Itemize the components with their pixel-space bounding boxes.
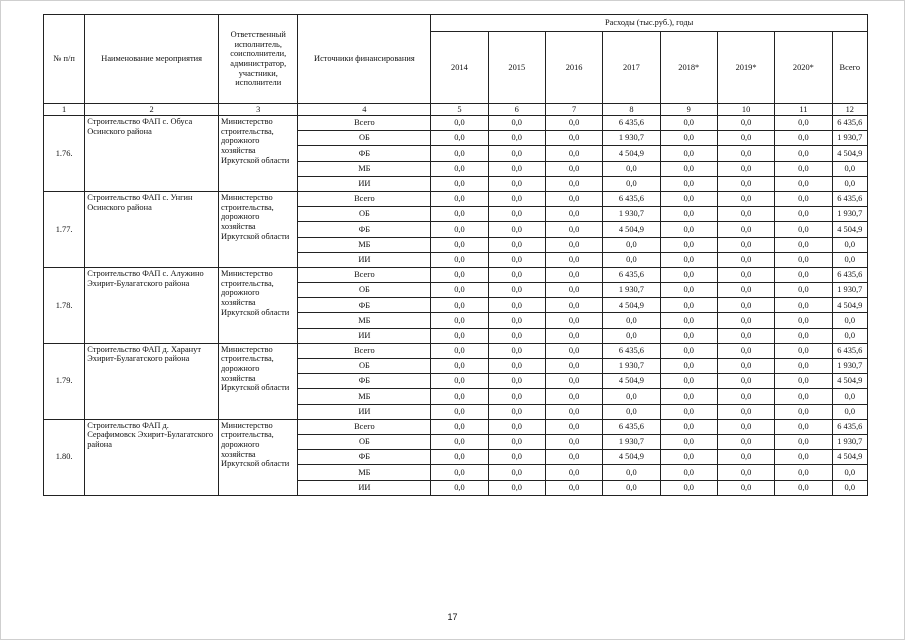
column-number: 9 <box>660 104 717 116</box>
year-value: 0,0 <box>545 343 602 358</box>
header-source: Источники финансирования <box>298 15 431 104</box>
year-value: 6 435,6 <box>603 191 660 206</box>
year-value: 0,0 <box>431 434 488 449</box>
column-number: 10 <box>717 104 774 116</box>
funding-source: ОБ <box>298 283 431 298</box>
year-value: 0,0 <box>431 298 488 313</box>
column-number: 4 <box>298 104 431 116</box>
year-value: 0,0 <box>775 374 832 389</box>
year-value: 0,0 <box>660 328 717 343</box>
year-value: 0,0 <box>717 465 774 480</box>
year-value: 0,0 <box>660 404 717 419</box>
year-value: 0,0 <box>603 252 660 267</box>
year-value: 0,0 <box>431 237 488 252</box>
year-value: 0,0 <box>545 313 602 328</box>
table-row <box>44 191 868 206</box>
year-value: 4 504,9 <box>603 222 660 237</box>
total-value: 1 930,7 <box>832 434 867 449</box>
year-value: 0,0 <box>431 450 488 465</box>
year-value: 0,0 <box>431 419 488 434</box>
year-value: 0,0 <box>488 131 545 146</box>
table-row <box>44 116 868 131</box>
year-value: 0,0 <box>488 389 545 404</box>
total-value: 6 435,6 <box>832 116 867 131</box>
year-value: 6 435,6 <box>603 343 660 358</box>
total-value: 0,0 <box>832 252 867 267</box>
year-value: 0,0 <box>431 252 488 267</box>
funding-source: ФБ <box>298 222 431 237</box>
year-value: 6 435,6 <box>603 267 660 282</box>
year-value: 0,0 <box>488 191 545 206</box>
total-value: 0,0 <box>832 313 867 328</box>
year-value: 0,0 <box>603 313 660 328</box>
responsible-executor: Министерство строительства, дорожного хозяйства Иркутской области <box>219 191 298 267</box>
year-value: 0,0 <box>717 328 774 343</box>
year-value: 0,0 <box>488 207 545 222</box>
year-value: 0,0 <box>775 146 832 161</box>
year-value: 0,0 <box>717 222 774 237</box>
year-value: 0,0 <box>545 298 602 313</box>
funding-source: ОБ <box>298 131 431 146</box>
year-value: 0,0 <box>660 465 717 480</box>
year-value: 0,0 <box>717 283 774 298</box>
funding-source: ИИ <box>298 404 431 419</box>
activity-name: Строительство ФАП с. Обуса Осинского района <box>85 116 219 192</box>
year-value: 0,0 <box>660 450 717 465</box>
year-value: 0,0 <box>717 116 774 131</box>
total-value: 1 930,7 <box>832 131 867 146</box>
year-value: 0,0 <box>717 343 774 358</box>
year-value: 0,0 <box>660 389 717 404</box>
year-value: 0,0 <box>545 161 602 176</box>
header-total: Всего <box>832 32 867 104</box>
funding-source: Всего <box>298 343 431 358</box>
year-value: 0,0 <box>775 116 832 131</box>
total-value: 1 930,7 <box>832 283 867 298</box>
activity-name: Строительство ФАП с. Алужино Эхирит-Булагатского района <box>85 267 219 343</box>
total-value: 6 435,6 <box>832 191 867 206</box>
column-number: 6 <box>488 104 545 116</box>
column-number: 11 <box>775 104 832 116</box>
year-value: 0,0 <box>775 207 832 222</box>
year-value: 0,0 <box>603 465 660 480</box>
year-value: 0,0 <box>717 131 774 146</box>
year-value: 0,0 <box>775 465 832 480</box>
year-value: 0,0 <box>488 359 545 374</box>
year-value: 0,0 <box>488 161 545 176</box>
row-number: 1.80. <box>44 419 85 495</box>
table-row <box>44 343 868 358</box>
year-value: 0,0 <box>545 480 602 495</box>
year-value: 0,0 <box>775 267 832 282</box>
header-year: 2019* <box>717 32 774 104</box>
year-value: 0,0 <box>717 374 774 389</box>
funding-source: ОБ <box>298 434 431 449</box>
total-value: 4 504,9 <box>832 298 867 313</box>
year-value: 0,0 <box>717 191 774 206</box>
total-value: 1 930,7 <box>832 207 867 222</box>
year-value: 0,0 <box>775 419 832 434</box>
header-year: 2015 <box>488 32 545 104</box>
year-value: 0,0 <box>660 298 717 313</box>
year-value: 0,0 <box>431 176 488 191</box>
funding-source: Всего <box>298 116 431 131</box>
year-value: 0,0 <box>717 419 774 434</box>
year-value: 0,0 <box>603 480 660 495</box>
total-value: 4 504,9 <box>832 222 867 237</box>
year-value: 0,0 <box>717 480 774 495</box>
year-value: 0,0 <box>717 237 774 252</box>
year-value: 0,0 <box>660 343 717 358</box>
year-value: 0,0 <box>775 480 832 495</box>
year-value: 0,0 <box>603 237 660 252</box>
year-value: 0,0 <box>717 298 774 313</box>
year-value: 0,0 <box>775 328 832 343</box>
header-year: 2016 <box>545 32 602 104</box>
column-number: 7 <box>545 104 602 116</box>
column-number: 2 <box>85 104 219 116</box>
year-value: 0,0 <box>775 404 832 419</box>
funding-source: МБ <box>298 389 431 404</box>
year-value: 0,0 <box>488 480 545 495</box>
table-body <box>44 116 868 496</box>
year-value: 0,0 <box>545 434 602 449</box>
year-value: 0,0 <box>545 146 602 161</box>
year-value: 0,0 <box>660 434 717 449</box>
year-value: 0,0 <box>431 191 488 206</box>
year-value: 0,0 <box>488 374 545 389</box>
year-value: 0,0 <box>717 161 774 176</box>
year-value: 0,0 <box>775 252 832 267</box>
year-value: 0,0 <box>660 237 717 252</box>
year-value: 0,0 <box>775 161 832 176</box>
responsible-executor: Министерство строительства, дорожного хозяйства Иркутской области <box>219 419 298 495</box>
year-value: 0,0 <box>660 131 717 146</box>
year-value: 0,0 <box>431 207 488 222</box>
header-year: 2020* <box>775 32 832 104</box>
year-value: 0,0 <box>431 222 488 237</box>
year-value: 0,0 <box>660 176 717 191</box>
header-responsible: Ответственный исполнитель, соисполнители, администратор, участники, исполнители <box>219 15 298 104</box>
responsible-executor: Министерство строительства, дорожного хозяйства Иркутской области <box>219 267 298 343</box>
year-value: 0,0 <box>775 298 832 313</box>
header-year: 2017 <box>603 32 660 104</box>
year-value: 0,0 <box>488 116 545 131</box>
funding-source: Всего <box>298 267 431 282</box>
header-num: № п/п <box>44 15 85 104</box>
year-value: 1 930,7 <box>603 434 660 449</box>
year-value: 0,0 <box>660 267 717 282</box>
year-value: 0,0 <box>545 404 602 419</box>
total-value: 0,0 <box>832 465 867 480</box>
total-value: 6 435,6 <box>832 267 867 282</box>
year-value: 0,0 <box>488 343 545 358</box>
year-value: 0,0 <box>488 146 545 161</box>
funding-source: ФБ <box>298 298 431 313</box>
year-value: 4 504,9 <box>603 146 660 161</box>
year-value: 0,0 <box>545 116 602 131</box>
activity-name: Строительство ФАП с. Унгин Осинского района <box>85 191 219 267</box>
table-row <box>44 267 868 282</box>
year-value: 1 930,7 <box>603 359 660 374</box>
year-value: 0,0 <box>603 328 660 343</box>
year-value: 0,0 <box>775 313 832 328</box>
year-value: 0,0 <box>603 176 660 191</box>
year-value: 0,0 <box>488 298 545 313</box>
year-value: 0,0 <box>660 313 717 328</box>
year-value: 0,0 <box>488 252 545 267</box>
year-value: 0,0 <box>660 146 717 161</box>
year-value: 0,0 <box>431 313 488 328</box>
funding-source: МБ <box>298 313 431 328</box>
funding-source: ОБ <box>298 207 431 222</box>
column-number: 5 <box>431 104 488 116</box>
year-value: 0,0 <box>775 359 832 374</box>
year-value: 0,0 <box>431 404 488 419</box>
year-value: 0,0 <box>545 267 602 282</box>
year-value: 0,0 <box>775 191 832 206</box>
row-number: 1.77. <box>44 191 85 267</box>
year-value: 0,0 <box>431 389 488 404</box>
total-value: 6 435,6 <box>832 419 867 434</box>
total-value: 0,0 <box>832 404 867 419</box>
year-value: 0,0 <box>775 450 832 465</box>
year-value: 0,0 <box>488 267 545 282</box>
funding-source: МБ <box>298 161 431 176</box>
year-value: 0,0 <box>717 359 774 374</box>
year-value: 0,0 <box>545 207 602 222</box>
year-value: 0,0 <box>660 116 717 131</box>
total-value: 0,0 <box>832 237 867 252</box>
funding-source: ОБ <box>298 359 431 374</box>
year-value: 0,0 <box>488 404 545 419</box>
year-value: 0,0 <box>717 146 774 161</box>
funding-source: ИИ <box>298 252 431 267</box>
year-value: 0,0 <box>431 161 488 176</box>
funding-source: ФБ <box>298 146 431 161</box>
year-value: 0,0 <box>431 131 488 146</box>
year-value: 0,0 <box>775 176 832 191</box>
year-value: 0,0 <box>603 404 660 419</box>
header-expenses: Расходы (тыс.руб.), годы <box>431 15 868 32</box>
year-value: 0,0 <box>775 237 832 252</box>
year-value: 0,0 <box>717 434 774 449</box>
total-value: 1 930,7 <box>832 359 867 374</box>
funding-source: ФБ <box>298 374 431 389</box>
year-value: 0,0 <box>717 450 774 465</box>
total-value: 0,0 <box>832 389 867 404</box>
year-value: 0,0 <box>545 359 602 374</box>
year-value: 0,0 <box>431 343 488 358</box>
year-value: 0,0 <box>603 389 660 404</box>
year-value: 0,0 <box>660 283 717 298</box>
funding-source: Всего <box>298 191 431 206</box>
funding-source: МБ <box>298 237 431 252</box>
year-value: 0,0 <box>488 450 545 465</box>
year-value: 0,0 <box>545 176 602 191</box>
year-value: 0,0 <box>775 343 832 358</box>
year-value: 0,0 <box>660 480 717 495</box>
column-numbers-row <box>44 104 868 116</box>
column-number: 1 <box>44 104 85 116</box>
funding-source: Всего <box>298 419 431 434</box>
year-value: 0,0 <box>660 222 717 237</box>
year-value: 0,0 <box>488 176 545 191</box>
funding-source: ИИ <box>298 176 431 191</box>
year-value: 0,0 <box>488 313 545 328</box>
column-number: 3 <box>219 104 298 116</box>
year-value: 0,0 <box>717 389 774 404</box>
year-value: 0,0 <box>545 191 602 206</box>
year-value: 0,0 <box>488 465 545 480</box>
funding-source: ИИ <box>298 328 431 343</box>
year-value: 0,0 <box>431 480 488 495</box>
year-value: 6 435,6 <box>603 116 660 131</box>
year-value: 1 930,7 <box>603 131 660 146</box>
year-value: 0,0 <box>545 419 602 434</box>
expenses-table <box>43 14 868 496</box>
total-value: 0,0 <box>832 161 867 176</box>
table-row <box>44 419 868 434</box>
year-value: 4 504,9 <box>603 450 660 465</box>
row-number: 1.76. <box>44 116 85 192</box>
total-value: 6 435,6 <box>832 343 867 358</box>
total-value: 4 504,9 <box>832 450 867 465</box>
year-value: 0,0 <box>717 313 774 328</box>
year-value: 0,0 <box>775 434 832 449</box>
year-value: 0,0 <box>488 283 545 298</box>
year-value: 0,0 <box>545 252 602 267</box>
year-value: 0,0 <box>431 374 488 389</box>
year-value: 0,0 <box>431 146 488 161</box>
year-value: 0,0 <box>545 131 602 146</box>
page-number: 17 <box>447 612 458 622</box>
year-value: 0,0 <box>660 207 717 222</box>
year-value: 0,0 <box>717 404 774 419</box>
year-value: 0,0 <box>488 434 545 449</box>
responsible-executor: Министерство строительства, дорожного хозяйства Иркутской области <box>219 343 298 419</box>
year-value: 0,0 <box>488 328 545 343</box>
activity-name: Строительство ФАП д. Серафимовск Эхирит-Булагатского района <box>85 419 219 495</box>
year-value: 1 930,7 <box>603 283 660 298</box>
year-value: 0,0 <box>660 359 717 374</box>
year-value: 0,0 <box>660 419 717 434</box>
activity-name: Строительство ФАП д. Харанут Эхирит-Булагатского района <box>85 343 219 419</box>
year-value: 0,0 <box>717 176 774 191</box>
header-year: 2018* <box>660 32 717 104</box>
total-value: 0,0 <box>832 480 867 495</box>
year-value: 0,0 <box>660 252 717 267</box>
year-value: 6 435,6 <box>603 419 660 434</box>
year-value: 0,0 <box>431 283 488 298</box>
total-value: 4 504,9 <box>832 374 867 389</box>
year-value: 4 504,9 <box>603 298 660 313</box>
year-value: 0,0 <box>431 465 488 480</box>
year-value: 0,0 <box>431 267 488 282</box>
year-value: 0,0 <box>545 328 602 343</box>
year-value: 0,0 <box>545 222 602 237</box>
year-value: 0,0 <box>660 191 717 206</box>
responsible-executor: Министерство строительства, дорожного хозяйства Иркутской области <box>219 116 298 192</box>
year-value: 0,0 <box>775 283 832 298</box>
funding-source: МБ <box>298 465 431 480</box>
year-value: 0,0 <box>775 222 832 237</box>
year-value: 0,0 <box>660 374 717 389</box>
year-value: 1 930,7 <box>603 207 660 222</box>
column-number: 12 <box>832 104 867 116</box>
year-value: 0,0 <box>488 419 545 434</box>
year-value: 0,0 <box>545 283 602 298</box>
year-value: 0,0 <box>775 131 832 146</box>
year-value: 0,0 <box>488 237 545 252</box>
column-number: 8 <box>603 104 660 116</box>
year-value: 0,0 <box>717 252 774 267</box>
header-name: Наименование мероприятия <box>85 15 219 104</box>
year-value: 0,0 <box>660 161 717 176</box>
year-value: 4 504,9 <box>603 374 660 389</box>
year-value: 0,0 <box>545 465 602 480</box>
funding-source: ИИ <box>298 480 431 495</box>
year-value: 0,0 <box>431 328 488 343</box>
year-value: 0,0 <box>488 222 545 237</box>
year-value: 0,0 <box>775 389 832 404</box>
year-value: 0,0 <box>545 374 602 389</box>
year-value: 0,0 <box>545 237 602 252</box>
funding-source: ФБ <box>298 450 431 465</box>
year-value: 0,0 <box>545 389 602 404</box>
year-value: 0,0 <box>717 207 774 222</box>
year-value: 0,0 <box>431 116 488 131</box>
year-value: 0,0 <box>717 267 774 282</box>
year-value: 0,0 <box>431 359 488 374</box>
row-number: 1.78. <box>44 267 85 343</box>
total-value: 4 504,9 <box>832 146 867 161</box>
year-value: 0,0 <box>545 450 602 465</box>
year-value: 0,0 <box>603 161 660 176</box>
row-number: 1.79. <box>44 343 85 419</box>
total-value: 0,0 <box>832 176 867 191</box>
header-year: 2014 <box>431 32 488 104</box>
total-value: 0,0 <box>832 328 867 343</box>
